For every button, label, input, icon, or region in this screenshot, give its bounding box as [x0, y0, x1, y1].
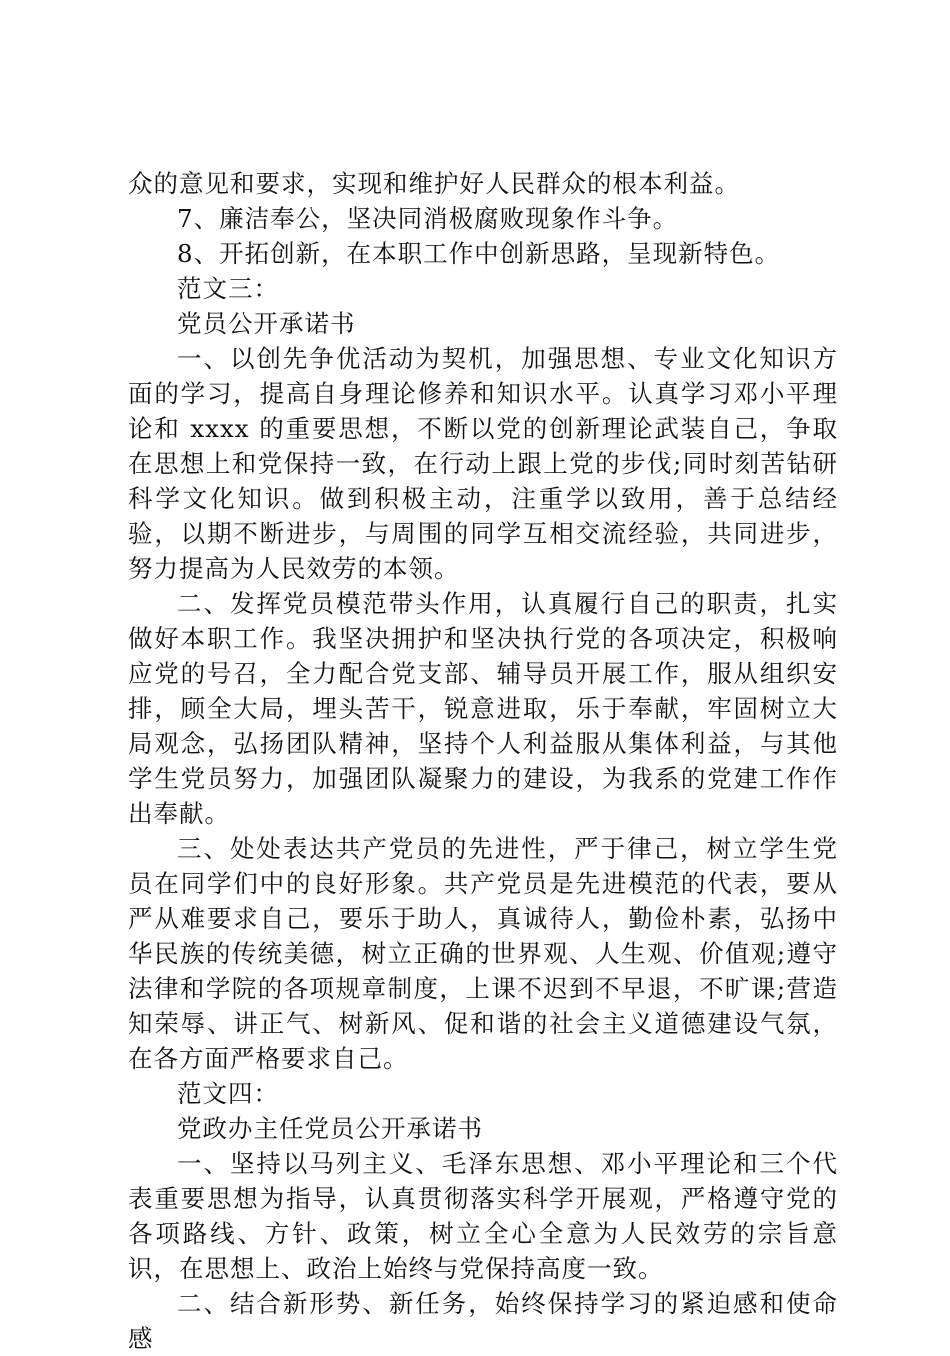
section-heading-sample-4: 范文四：	[177, 1079, 279, 1108]
paragraph-continuation: 众的意见和要求，实现和维护好人民群众的根本利益。	[128, 169, 740, 198]
document-title-pledge: 党员公开承诺书	[177, 309, 356, 338]
section-heading-sample-3: 范文三：	[177, 274, 279, 303]
paragraph-pledge-3: 三、处处表达共产党员的先进性，严于律己，树立学生党员在同学们中的良好形象。共产党员是先进模范的代表，要从严从难要求自己，要乐于助人，真诚待人，勤俭朴素，弘扬中华民族的传统美德，树立正确的世界观、人生观、价值观;遵守法律和学院的各项规章制度，上课不迟到不早退，不旷课;营造知荣辱、讲正气、树新风、促和谐的社会主义道德建设气氛，在各方面严格要求自己。	[128, 834, 838, 1073]
paragraph-director-1: 一、坚持以马列主义、毛泽东思想、邓小平理论和三个代表重要思想为指导，认真贯彻落实科学开展观，严格遵守党的各项路线、方针、政策，树立全心全意为人民效劳的宗旨意识，在思想上、政治上始终与党保持高度一致。	[128, 1149, 838, 1283]
paragraph-item-7: 7、廉洁奉公，坚决同消极腐败现象作斗争。	[177, 204, 679, 233]
paragraph-pledge-2: 二、发挥党员模范带头作用，认真履行自己的职责，扎实做好本职工作。我坚决拥护和坚决执行党的各项决定，积极响应党的号召，全力配合党支部、辅导员开展工作，服从组织安排，顾全大局，埋头苦干，锐意进取，乐于奉献，牢固树立大局观念，弘扬团队精神，坚持个人利益服从集体利益，与其他学生党员努力，加强团队凝聚力的建设，为我系的党建工作作出奉献。	[128, 589, 838, 828]
document-body	[128, 166, 838, 1356]
paragraph-item-8: 8、开拓创新，在本职工作中创新思路，呈现新特色。	[177, 239, 781, 268]
document-title-director-pledge: 党政办主任党员公开承诺书	[177, 1114, 483, 1143]
paragraph-pledge-1: 一、以创先争优活动为契机，加强思想、专业文化知识方面的学习，提高自身理论修养和知识水平。认真学习邓小平理论和 xxxx 的重要思想，不断以党的创新理论武装自己，争取在思想上和党保持一致，在行动上跟上党的步伐;同时刻苦钻研科学文化知识。做到积极主动，注重学以致用，善于总结经验，以期不断进步，与周围的同学互相交流经验，共同进步，努力提高为人民效劳的本领。	[128, 344, 838, 583]
paragraph-director-2: 二、结合新形势、新任务，始终保持学习的紧迫感和使命感	[128, 1289, 838, 1353]
